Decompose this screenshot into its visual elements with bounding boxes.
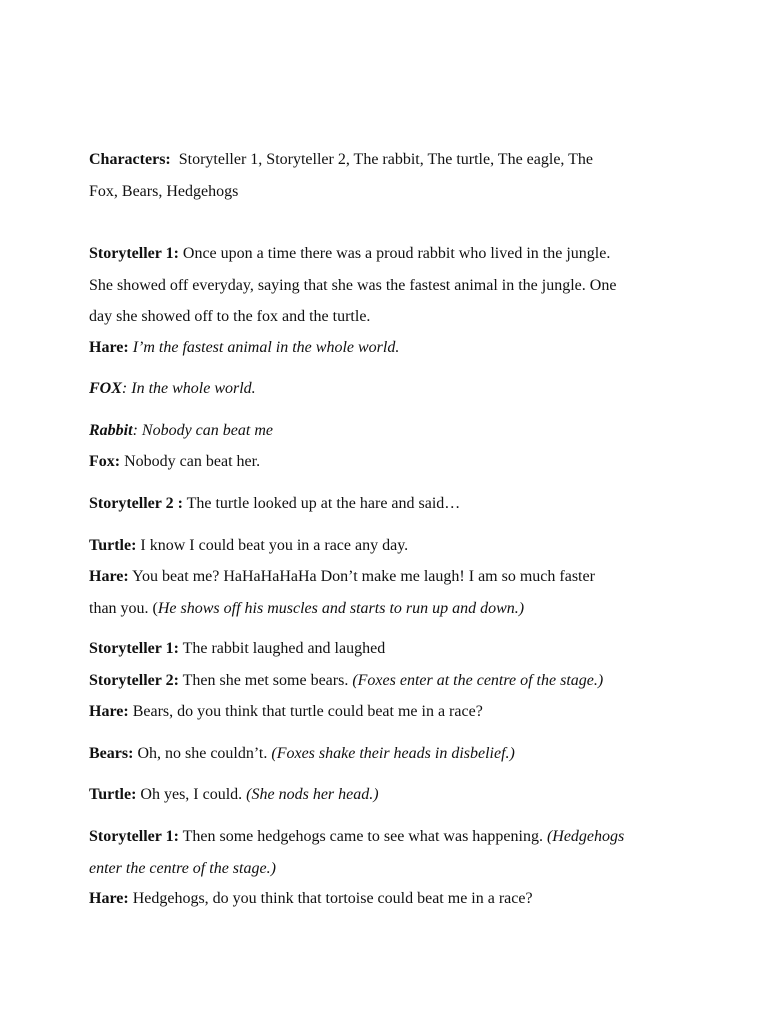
storyteller1-intro-line-2: She showed off everyday, saying that she was the fastest animal in the jungle. One [89, 276, 617, 294]
stage-direction: (Hedgehogs [546, 828, 625, 845]
dialogue-text: Oh, no she couldn’t. [133, 745, 272, 762]
speaker-label: Hare: [89, 890, 129, 907]
dialogue-text: Nobody can beat her. [120, 453, 261, 470]
dialogue-text: I’m the fastest animal in the whole world. [128, 339, 400, 356]
dialogue-text: The turtle looked up at the hare and said… [182, 495, 461, 512]
hare-hedgehogs-line [89, 883, 689, 915]
storyteller1-intro-paragraph [89, 238, 689, 333]
dialogue-text: Then some hedgehogs came to see what was happening. [178, 828, 547, 845]
dialogue-text: You beat me? HaHaHaHaHa Don’t make me laugh! I am so much faster [128, 568, 595, 585]
dialogue-text: The rabbit laughed and laughed [178, 640, 386, 657]
stage-direction: (Foxes shake their heads in disbelief.) [271, 745, 515, 762]
hare-laugh-line-1 [89, 561, 689, 593]
stage-direction: He shows off his muscles and starts to run up and down.) [157, 599, 525, 617]
speaker-label: Storyteller 1: [89, 640, 179, 657]
hare-boast-line [89, 332, 689, 364]
hare-laugh-paragraph [89, 561, 689, 624]
dialogue-text: Oh yes, I could. [136, 786, 247, 803]
dialogue-text: Bears, do you think that turtle could beat me in a race? [128, 703, 483, 720]
speaker-label: Turtle: [89, 537, 137, 554]
speaker-label: Hare: [89, 339, 129, 356]
characters-label: Characters: [89, 151, 171, 168]
characters-list-1: Storyteller 1, Storyteller 2, The rabbit, The turtle, The eagle, The [170, 151, 594, 168]
speaker-label: Storyteller 2: [89, 672, 179, 689]
characters-paragraph [89, 144, 689, 207]
stage-direction: (Foxes enter at the centre of the stage.) [352, 672, 604, 689]
speaker-label: Storyteller 1: [89, 828, 179, 845]
storyteller1-intro-line-1 [89, 238, 689, 270]
storyteller2-line [89, 488, 689, 520]
storyteller1-hedgehogs-line-2: enter the centre of the stage.) [89, 859, 276, 877]
storyteller1-laughed-line [89, 633, 689, 665]
hare-laugh-line-2 [89, 593, 689, 625]
speaker-label: Turtle: [89, 786, 137, 803]
speaker-label: Storyteller 2 : [89, 495, 183, 512]
dialogue-text: Once upon a time there was a proud rabbit who lived in the jungle. [178, 245, 611, 262]
fox-echo-line [89, 373, 689, 405]
speaker-label: Hare: [89, 703, 129, 720]
dialogue-text: than you. ( [89, 599, 158, 617]
storyteller1-hedgehogs-paragraph [89, 821, 689, 884]
characters-line-1 [89, 144, 689, 176]
storyteller2-bears-line [89, 665, 689, 697]
turtle-challenge-line [89, 530, 689, 562]
speaker-label: Fox: [89, 453, 121, 470]
dialogue-text: : In the whole world. [121, 380, 256, 397]
speaker-label: Bears: [89, 745, 134, 762]
dialogue-text: : Nobody can beat me [132, 422, 273, 439]
turtle-yes-line [89, 779, 689, 811]
characters-line-2: Fox, Bears, Hedgehogs [89, 182, 239, 200]
storyteller1-hedgehogs-line-1 [89, 821, 689, 853]
dialogue-text: Then she met some bears. [178, 672, 353, 689]
storyteller1-intro-line-3: day she showed off to the fox and the turtle. [89, 308, 371, 325]
hare-bears-line [89, 696, 689, 728]
dialogue-text: I know I could beat you in a race any day. [136, 537, 409, 554]
fox-line [89, 446, 689, 478]
speaker-label: FOX [89, 380, 122, 397]
rabbit-line [89, 415, 689, 447]
stage-direction: (She nods her head.) [246, 786, 379, 803]
speaker-label: Hare: [89, 568, 129, 585]
speaker-label: Storyteller 1: [89, 245, 179, 262]
bears-line [89, 738, 689, 770]
speaker-label: Rabbit [89, 422, 133, 439]
dialogue-text: Hedgehogs, do you think that tortoise could beat me in a race? [128, 890, 533, 907]
